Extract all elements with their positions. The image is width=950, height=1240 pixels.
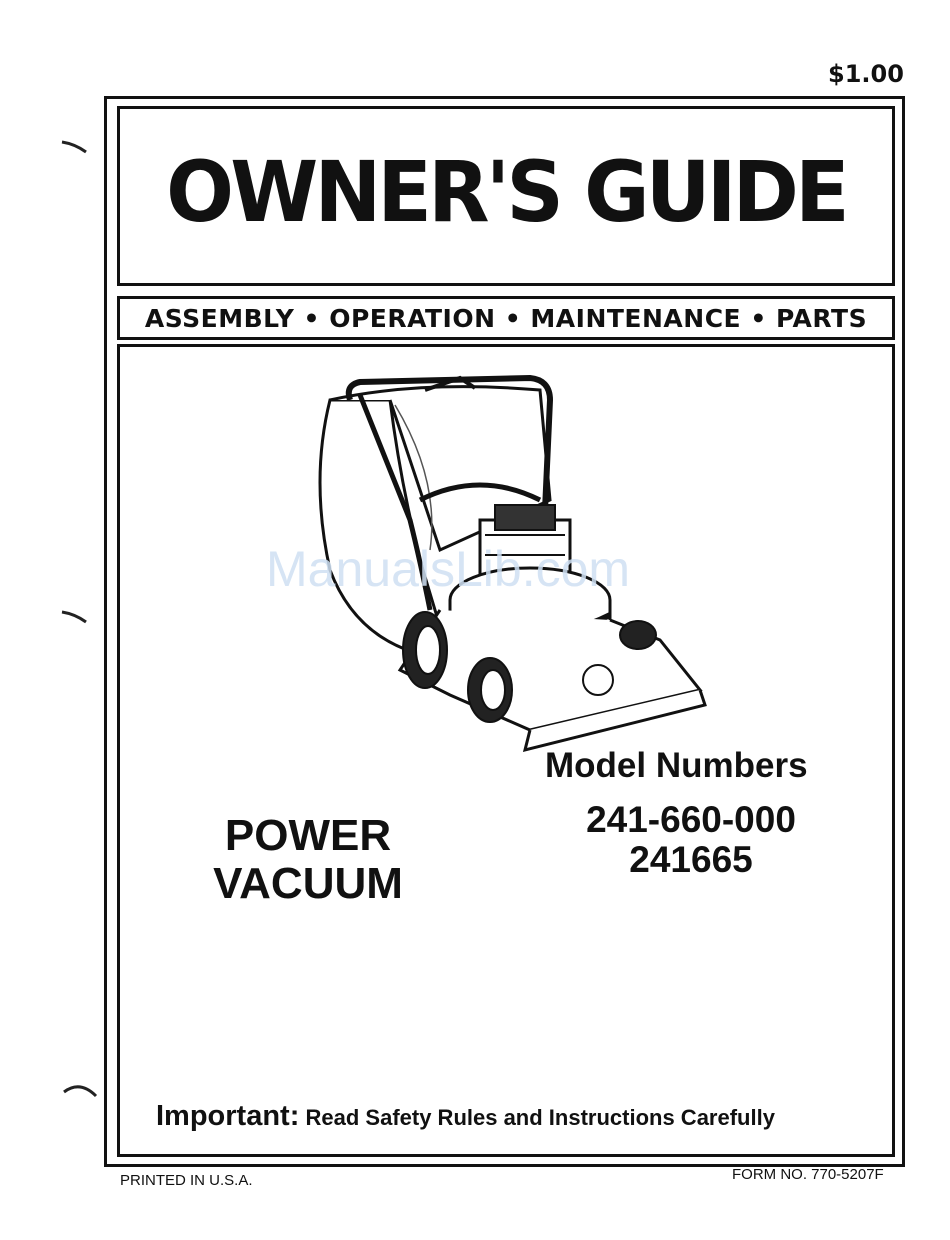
binder-mark-bottom	[60, 1080, 100, 1100]
product-name-line: POWER	[224, 811, 392, 860]
page-title: OWNER'S GUIDE	[166, 143, 846, 241]
section-band	[117, 296, 895, 340]
bullet-separator: •	[741, 303, 777, 333]
binder-mark-middle	[60, 608, 90, 628]
watermark: ManualsLib.com	[266, 541, 631, 597]
binder-mark-top	[60, 138, 90, 158]
important-lead: Important:	[156, 1100, 300, 1132]
section-maintenance: MAINTENANCE	[530, 303, 742, 333]
title-box	[117, 106, 895, 286]
section-assembly: ASSEMBLY	[144, 303, 295, 333]
model-number: 241665	[629, 839, 753, 880]
printed-in-label: PRINTED IN U.S.A.	[120, 1172, 253, 1189]
model-numbers-heading: Model Numbers	[545, 746, 808, 785]
bullet-separator: •	[495, 303, 531, 333]
model-numbers-list	[560, 800, 822, 880]
important-text: Read Safety Rules and Instructions Carefully	[305, 1105, 775, 1130]
bullet-separator: •	[294, 303, 330, 333]
section-parts: PARTS	[776, 303, 868, 333]
important-notice	[156, 1100, 775, 1133]
model-number: 241-660-000	[586, 799, 796, 840]
product-name	[188, 812, 428, 908]
form-number: FORM NO. 770-5207F	[732, 1166, 884, 1183]
price-label: $1.00	[828, 60, 904, 88]
product-name-line: VACUUM	[213, 859, 403, 908]
section-operation: OPERATION	[329, 303, 496, 333]
